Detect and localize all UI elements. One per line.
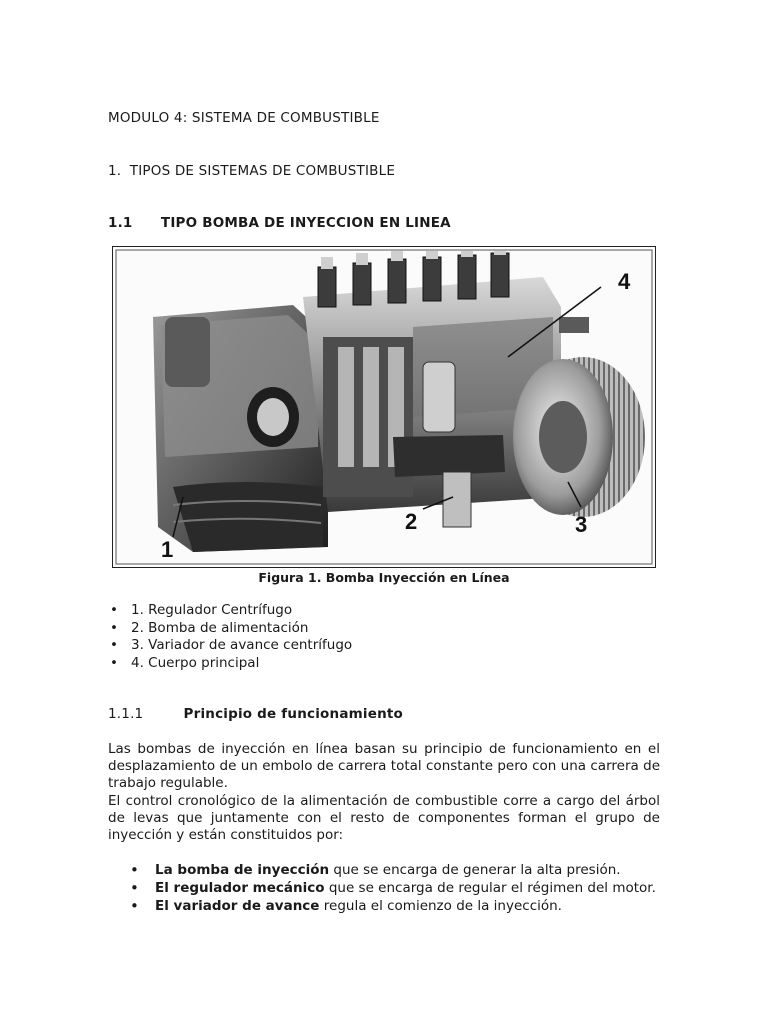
list-item (130, 880, 660, 897)
group-items-list (130, 862, 660, 917)
figure-caption: Figura 1. Bomba Inyección en Línea (258, 570, 510, 585)
item-desc: que se encarga de generar la alta presión. (329, 862, 621, 878)
item-term: El regulador mecánico (155, 880, 325, 897)
section-1-title: TIPOS DE SISTEMAS DE COMBUSTIBLE (129, 163, 396, 179)
list-item (130, 862, 660, 879)
section-1-heading (108, 163, 395, 179)
section-1-1-1-number: 1.1.1 (108, 706, 144, 722)
paragraph-2: El control cronológico de la alimentación de combustible corre a cargo del árbol de levas que juntamente con el resto de componentes forman el grupo de inyección y están constituidos por: (108, 793, 660, 844)
callout-3: 3 (575, 512, 588, 537)
item-term: La bomba de inyección (155, 862, 330, 878)
section-1-1-1-title: Principio de funcionamiento (183, 706, 404, 722)
callout-2: 2 (405, 509, 418, 534)
item-desc: que se encarga de regular el régimen del motor. (324, 880, 656, 897)
paragraph-1: Las bombas de inyección en línea basan su principio de funcionamiento en el desplazamiento de un embolo de carrera total constante pero con una carrera de trabajo regulable. (108, 741, 660, 792)
callout-4: 4 (618, 269, 631, 294)
injection-pump-illustration (113, 247, 655, 567)
section-1-1-heading (108, 215, 451, 231)
module-title: MODULO 4: SISTEMA DE COMBUSTIBLE (108, 110, 380, 126)
item-term: El variador de avance (155, 898, 320, 915)
list-item: • 1. Regulador Centrífugo (110, 602, 352, 620)
item-desc: regula el comienzo de la inyección. (319, 898, 562, 915)
section-1-1-number: 1.1 (108, 215, 133, 231)
component-list (110, 602, 352, 672)
section-1-number: 1. (108, 163, 122, 179)
injection-pump-figure (112, 246, 656, 568)
callout-1: 1 (161, 537, 174, 562)
list-item (130, 898, 660, 915)
list-item: • 3. Variador de avance centrífugo (110, 637, 352, 655)
section-1-1-title: TIPO BOMBA DE INYECCION EN LINEA (160, 215, 451, 231)
section-1-1-1-heading (108, 706, 403, 722)
list-item: • 2. Bomba de alimentación (110, 620, 352, 638)
list-item: • 4. Cuerpo principal (110, 655, 352, 673)
